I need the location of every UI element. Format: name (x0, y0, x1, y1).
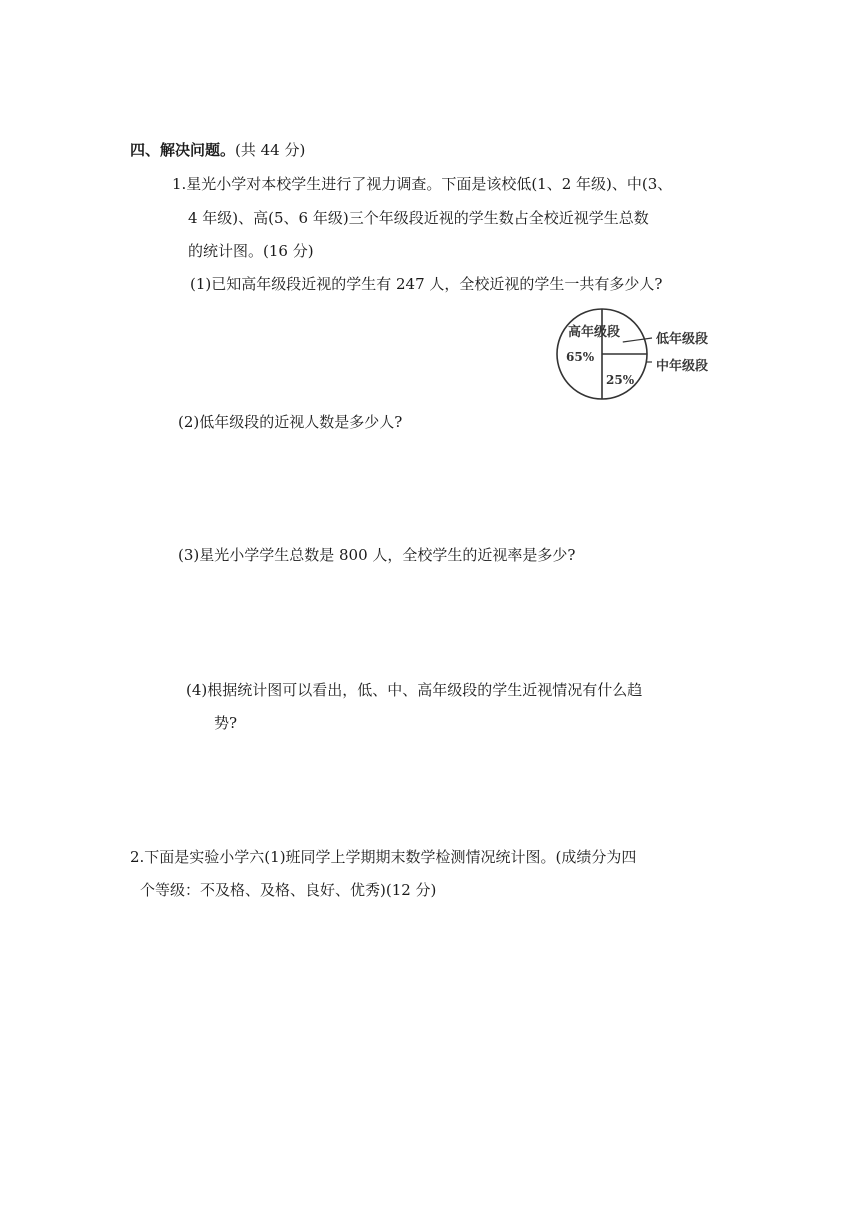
q1-sub1: (1)已知高年级段近视的学生有 247 人，全校近视的学生一共有多少人? (190, 275, 663, 293)
q2-line-1: 2.下面是实验小学六(1)班同学上学期期末数学检测情况统计图。(成绩分为四 (130, 848, 637, 866)
pie-chart-svg (548, 308, 724, 404)
slice-value-mid: 25% (606, 373, 635, 387)
slice-value-high: 65% (566, 350, 595, 364)
section-heading (130, 140, 305, 160)
q1-sub4-line-2: 势? (214, 714, 238, 732)
slice-label-high: 高年级段 (568, 325, 621, 340)
pie-chart (548, 308, 724, 404)
q2-line-2: 个等级：不及格、及格、良好、优秀)(12 分) (140, 881, 437, 899)
q1-sub2: (2)低年级段的近视人数是多少人? (178, 413, 403, 431)
section-score: (共 44 分) (235, 141, 306, 159)
q1-stem-line-1: 1.星光小学对本校学生进行了视力调查。下面是该校低(1、2 年级)、中(3、 (172, 175, 673, 193)
q1-stem-line-2: 4 年级)、高(5、6 年级)三个年级段近视的学生数占全校近视学生总数 (188, 209, 649, 227)
q1-stem-line-3: 的统计图。(16 分) (188, 242, 314, 260)
section-title: 四、解决问题。 (130, 141, 236, 159)
q1-sub3: (3)星光小学学生总数是 800 人，全校学生的近视率是多少? (178, 546, 576, 564)
slice-label-low: 低年级段 (656, 332, 709, 347)
q1-sub4-line-1: (4)根据统计图可以看出，低、中、高年级段的学生近视情况有什么趋 (186, 681, 643, 699)
leader-line-low (623, 338, 652, 342)
slice-label-mid: 中年级段 (656, 359, 709, 374)
